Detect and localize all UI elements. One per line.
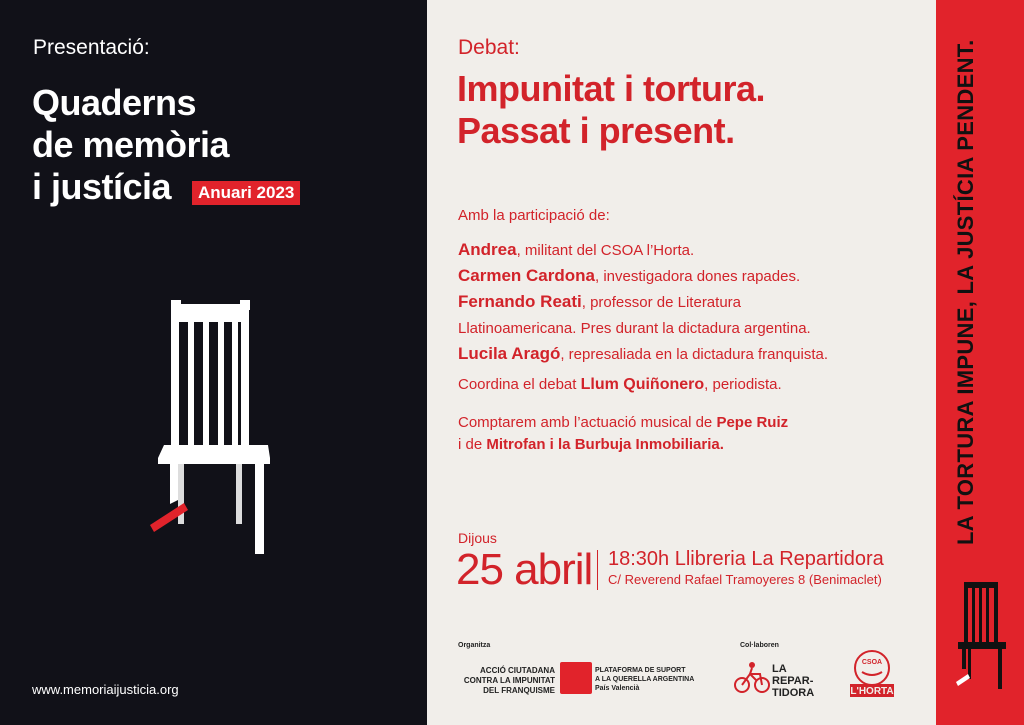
participants-list [458,237,928,367]
org-accio-ciutadana: ACCIÓ CIUTADANA CONTRA LA IMPUNITAT DEL FRANQUISME [463,666,555,695]
vertical-slogan: LA TORTURA IMPUNE, LA JUSTÍCIA PENDENT. [953,39,978,545]
participant-name: Andrea [458,240,517,259]
rep-line: LA [772,663,787,675]
participant [458,263,928,289]
org-plataforma-line: País Valencià [595,685,640,692]
org-plataforma-line: PLATAFORMA DE SUPORT [595,667,686,674]
organitza-label: Organitza [458,642,491,649]
participant-desc: , represaliada en la dictadura franquista. [560,346,829,363]
la-repartidora-logo [772,663,814,699]
music-info [458,412,788,456]
participant [458,289,928,315]
right-strip [936,0,1024,725]
horta-top-text: CSOA [861,659,883,666]
participation-intro: Amb la participació de: [458,207,610,224]
plataforma-logo [560,662,592,694]
music-line [458,434,788,456]
music-mid: i de [458,436,487,453]
middle-panel [427,0,936,725]
participant-desc: Llatinoamericana. Pres durant la dictadura argentina. [458,320,811,337]
book-title-line: de memòria [32,124,230,165]
left-panel [0,0,427,725]
event-weekday: Dijous [458,530,497,546]
coord-name: Llum Quiñonero [580,376,705,393]
website-link[interactable]: www.memoriaijusticia.org [32,682,179,697]
participant-desc: , professor de Literatura [581,294,742,311]
chair-icon [140,300,280,560]
debat-label: Debat: [458,36,520,59]
music-artist: Pepe Ruiz [716,414,789,431]
participant-desc: , militant del CSOA l’Horta. [516,242,695,259]
participant [458,341,928,367]
event-time-place: 18:30h Llibreria La Repartidora [608,548,884,570]
music-line [458,412,788,434]
participant-name: Lucila Aragó [458,344,561,363]
debat-title-line: Passat i present. [457,110,735,151]
participant-name: Carmen Cardona [458,266,595,285]
participant [458,237,928,263]
book-title-line: Quaderns [32,82,197,123]
org-plataforma-line: A LA QUERELLA ARGENTINA [595,676,695,683]
collaboren-label: Col·laboren [740,642,779,649]
coord-prefix: Coordina el debat [458,376,581,393]
org-plataforma [595,666,715,693]
participant-name: Fernando Reati [458,292,582,311]
event-date: 25 abril [456,545,593,594]
divider [597,550,598,590]
presentacio-label: Presentació: [33,36,150,59]
event-address: C/ Reverend Rafael Tramoyeres 8 (Benimaclet) [608,572,882,587]
participant [458,315,928,341]
music-artist: Mitrofan i la Burbuja Inmobiliaria. [486,436,724,453]
rep-line: TIDORA [772,687,815,699]
debat-title [457,68,765,152]
music-prefix: Comptarem amb l’actuació musical de [458,414,717,431]
horta-logo [847,648,897,700]
coord-suffix: , periodista. [704,376,782,393]
small-chair-icon [954,582,1009,692]
participant-desc: , investigadora dones rapades. [594,268,801,285]
debat-title-line: Impunitat i tortura. [457,68,765,109]
year-badge: Anuari 2023 [192,181,300,205]
bicycle-icon [734,660,770,694]
book-title-line: i justícia [32,166,172,207]
rep-line: REPAR- [772,675,814,687]
coordinator [458,376,782,394]
horta-text: L'HORTA [850,686,894,697]
